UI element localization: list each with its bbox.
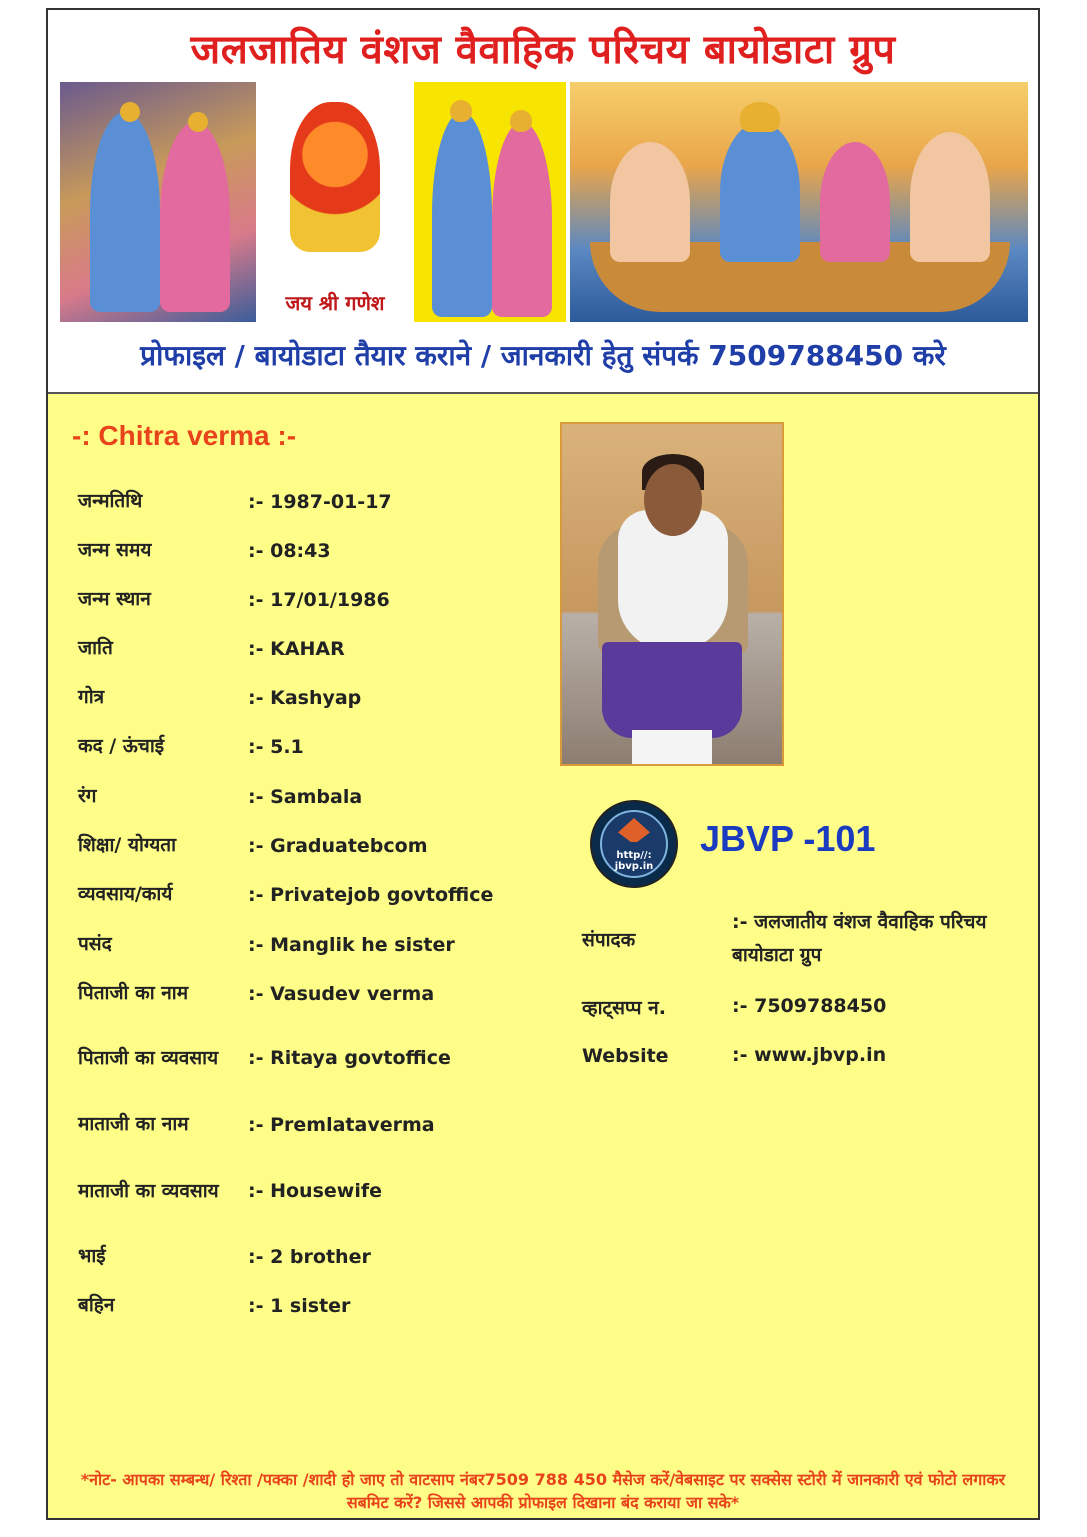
field-value: :- Housewife (248, 1180, 382, 1202)
field-label: माताजी का नाम (78, 1113, 189, 1135)
field-label: गोत्र (78, 686, 105, 708)
profile-field-row (78, 632, 538, 665)
profile-field-row (78, 1289, 538, 1322)
field-label: पसंद (78, 933, 112, 955)
ram-sita-image-center (414, 82, 566, 322)
profile-photo (560, 422, 784, 766)
profile-field-row (78, 780, 538, 813)
profile-field-row (78, 1108, 538, 1141)
profile-field-row (78, 1158, 538, 1224)
profile-field-row (78, 1025, 538, 1091)
profile-field-row (78, 583, 538, 616)
field-label: जन्म समय (78, 539, 152, 561)
field-label: जाति (78, 637, 113, 659)
profile-field-row (78, 681, 538, 714)
contact-label: Website (582, 1044, 669, 1067)
ganesh-image (260, 82, 410, 322)
contact-value: :- जलजातीय वंशज वैवाहिक परिचय बायोडाटा ग्रुप (732, 911, 987, 966)
field-value: :- Ritaya govtoffice (248, 1047, 451, 1069)
field-value: :- 5.1 (248, 735, 304, 758)
field-label: जन्म स्थान (78, 588, 151, 610)
contact-value: :- www.jbvp.in (732, 1044, 887, 1066)
field-value: :- Graduatebcom (248, 834, 428, 857)
field-value: :- 08:43 (248, 539, 331, 562)
field-value: :- 1 sister (248, 1294, 351, 1317)
field-label: रंग (78, 785, 97, 807)
ganesh-caption: जय श्री गणेश (285, 291, 385, 315)
field-value: :- 2 brother (248, 1245, 371, 1268)
biodata-sheet (46, 8, 1040, 1520)
field-label: भाई (78, 1245, 106, 1267)
contact-label: संपादक (582, 929, 636, 951)
field-value: :- 1987-01-17 (248, 490, 392, 513)
field-value: :- 17/01/1986 (248, 588, 390, 611)
profile-field-row (78, 977, 538, 1010)
profile-field-row (78, 878, 538, 911)
profile-field-row (78, 829, 538, 862)
contact-row (582, 1039, 1022, 1072)
field-label: माताजी का व्यवसाय (78, 1179, 219, 1202)
field-value: :- Kashyap (248, 686, 362, 709)
profile-name: -: Chitra verma :- (72, 420, 297, 451)
footer-note: *नोट- आपका सम्बन्ध/ रिश्ता /पक्का /शादी हो जाए तो वाटसाप नंबर7509 788 450 मैसेज करें/वेबसाइट पर सक्सेस स्टोरी में जानकारी एवं फोटो लगाकर सबमिट करें? जिससे आपकी प्रोफाइल दिखाना बंद कराया जा सके* (80, 1470, 1006, 1512)
profile-field-row (78, 534, 538, 567)
field-label: पिताजी का व्यवसाय (78, 1046, 219, 1069)
contact-row (582, 990, 1022, 1023)
ram-sita-image-left (60, 82, 256, 322)
banner-title: जलजातिय वंशज वैवाहिक परिचय बायोडाटा ग्रुप (190, 27, 896, 73)
field-label: व्यवसाय/कार्य (78, 883, 173, 905)
contact-row (582, 906, 1022, 972)
field-value: :- Privatejob govtoffice (248, 883, 494, 906)
banner-contact-line: प्रोफाइल / बायोडाटा तैयार कराने / जानकारी हेतु संपर्क 7509788450 करे (140, 339, 946, 372)
field-value: :- Vasudev verma (248, 982, 435, 1005)
field-label: पिताजी का नाम (78, 982, 189, 1004)
field-label: बहिन (78, 1294, 115, 1316)
profile-field-row (78, 730, 538, 763)
profile-field-row (78, 1240, 538, 1273)
profile-field-row (78, 928, 538, 961)
field-label: शिक्षा/ योग्यता (78, 834, 176, 856)
field-label: कद / ऊंचाई (78, 735, 165, 757)
profile-field-row (78, 485, 538, 518)
jbvp-logo (590, 800, 678, 888)
field-value: :- Manglik he sister (248, 933, 455, 956)
header-banner (48, 10, 1038, 394)
contact-label: व्हाट्सप्प न. (582, 996, 666, 1019)
contact-value: :- 7509788450 (732, 995, 887, 1017)
field-label: जन्मतिथि (78, 490, 143, 512)
logo-text: http//: jbvp.in (614, 850, 654, 872)
boat-scene-image (570, 82, 1028, 322)
field-value: :- KAHAR (248, 637, 345, 660)
profile-code: JBVP -101 (700, 818, 876, 859)
field-value: :- Premlataverma (248, 1113, 435, 1136)
field-value: :- Sambala (248, 785, 363, 808)
